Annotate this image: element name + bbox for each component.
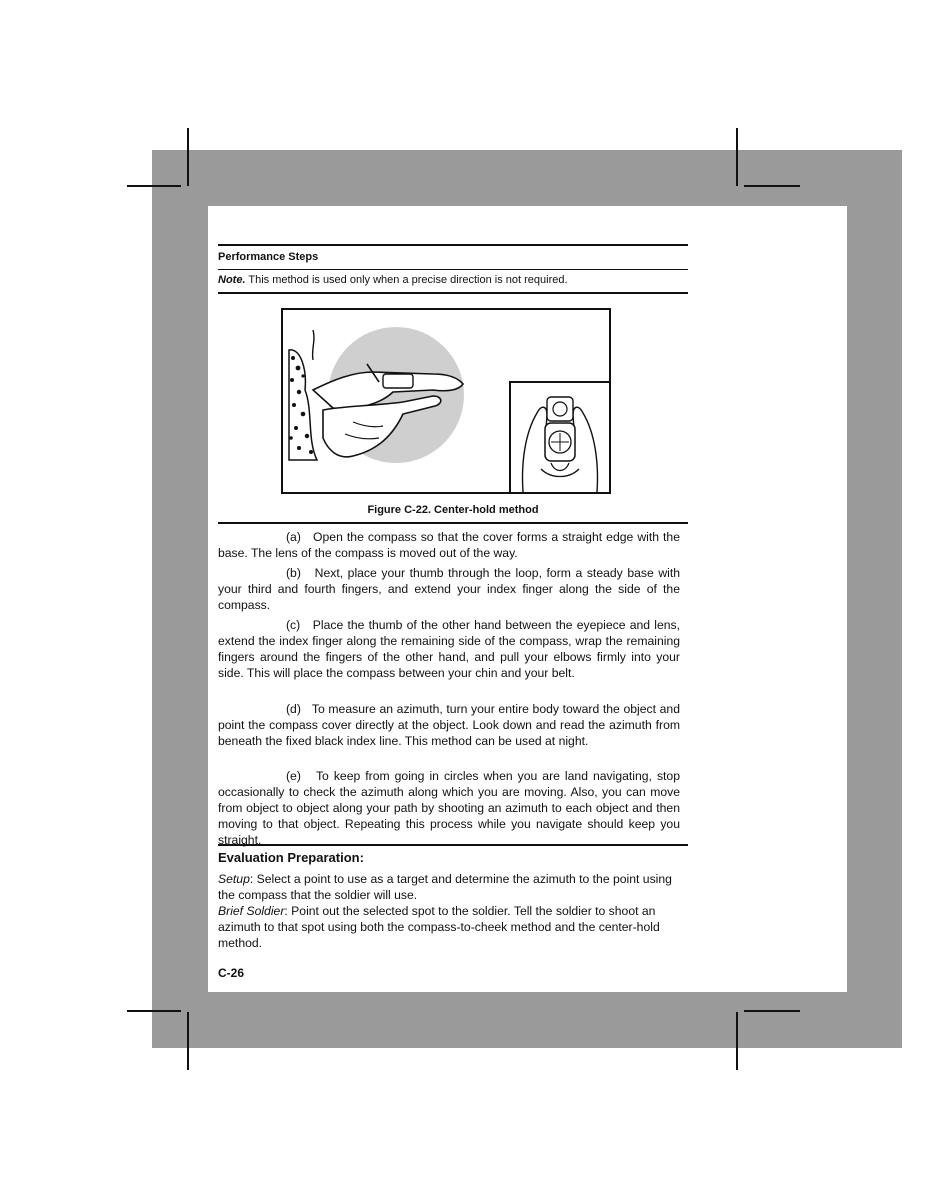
- performance-step: [218, 701, 680, 749]
- crop-mark: [187, 128, 189, 186]
- setup-text: : Select a point to use as a target and determine the azimuth to the point using the compass that the soldier will use.: [218, 872, 672, 902]
- step-label: (b): [286, 566, 301, 580]
- brief-label: Brief Soldier: [218, 904, 285, 918]
- performance-step: [218, 565, 680, 613]
- step-label: (a): [286, 530, 301, 544]
- section-title: Performance Steps: [218, 251, 319, 263]
- crop-mark: [127, 185, 181, 187]
- brief-text: : Point out the selected spot to the soldier. Tell the soldier to shoot an azimuth to that spot using both the compass-to-cheek method and the center-hold method.: [218, 904, 660, 950]
- setup-label: Setup: [218, 872, 250, 886]
- step-text: Place the thumb of the other hand between the eyepiece and lens, extend the index finger along the remaining side of the compass, wrap the remaining fingers around the fingers of the other hand, and pull your elbows firmly into your side. This will place the compass between your chin and your belt.: [218, 618, 680, 680]
- step-label: (c): [286, 618, 301, 632]
- step-text: Open the compass so that the cover forms a straight edge with the base. The lens of the compass is moved out of the way.: [218, 530, 680, 560]
- note-label: Note.: [218, 274, 246, 286]
- crop-mark: [736, 1012, 738, 1070]
- figure-inset: [509, 381, 611, 494]
- evaluation-setup: [218, 871, 680, 903]
- step-label: (d): [286, 702, 301, 716]
- divider-line: [218, 844, 688, 846]
- figure-illustration: [281, 308, 611, 494]
- page-number: C-26: [218, 966, 245, 980]
- figure-caption: Figure C-22. Center-hold method: [367, 504, 539, 516]
- crop-mark: [736, 128, 738, 186]
- crop-mark: [744, 1010, 800, 1012]
- note-line: [218, 274, 568, 286]
- evaluation-title: Evaluation Preparation:: [218, 850, 364, 865]
- crop-mark: [127, 1010, 181, 1012]
- document-page: [208, 206, 847, 992]
- divider-line: [218, 522, 688, 524]
- note-text: This method is used only when a precise direction is not required.: [245, 274, 568, 286]
- divider-line: [218, 292, 688, 294]
- crop-mark: [187, 1012, 189, 1070]
- step-label: (e): [286, 769, 301, 783]
- evaluation-brief: [218, 903, 680, 951]
- step-text: To keep from going in circles when you are land navigating, stop occasionally to check the azimuth along which you are moving. Also, you can move from object to object along your path by shooting an azimuth to each object and then moving to that object. Repeating this process while you navigate should keep you straight.: [218, 769, 680, 847]
- crop-mark: [744, 185, 800, 187]
- step-text: To measure an azimuth, turn your entire body toward the object and point the compass cover directly at the object. Look down and read the azimuth from beneath the fixed black index line. This method can be used at night.: [218, 702, 680, 748]
- performance-step: [218, 768, 680, 848]
- step-text: Next, place your thumb through the loop, form a steady base with your third and fourth fingers, and extend your index finger along the side of the compass.: [218, 566, 680, 612]
- compass-in-hands-inset-illustration: [511, 383, 609, 492]
- performance-step: [218, 617, 680, 681]
- divider-line: [218, 269, 688, 270]
- performance-step: [218, 529, 680, 561]
- divider-line: [218, 244, 688, 246]
